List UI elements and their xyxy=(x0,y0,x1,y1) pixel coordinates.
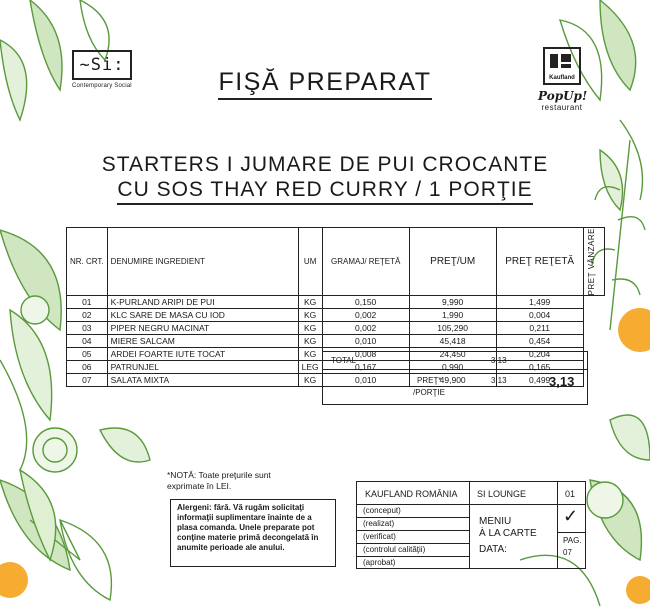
dish-title-line2: CU SOS THAY RED CURRY / 1 PORŢIE xyxy=(117,177,532,205)
ingredient-um: KG xyxy=(298,374,322,387)
ingredient-um: KG xyxy=(298,322,322,335)
ingredient-price-recipe: 0,165 xyxy=(496,361,583,374)
ingredient-name: ARDEI FOARTE IUTE TOCAT xyxy=(107,348,298,361)
ingredient-um: LEG xyxy=(298,361,322,374)
si-logo-mark: ~Si: xyxy=(72,50,132,80)
col-gramaj: GRAMAJ/ REŢETĂ xyxy=(322,228,409,296)
ingredient-name: SALATA MIXTA xyxy=(107,374,298,387)
portion-label-1: PREŢ* xyxy=(417,376,442,385)
ingredient-um: KG xyxy=(298,296,322,309)
si-logo-subtitle: Contemporary Social xyxy=(72,83,132,89)
col-pret-reteta: PREŢ REŢETĂ xyxy=(496,228,583,296)
ingredient-price-um: 105,290 xyxy=(409,322,496,335)
table-row xyxy=(67,335,605,348)
total-value: 3,13 xyxy=(491,356,507,365)
stamp-lounge: SI LOUNGE xyxy=(477,489,527,499)
ingredient-gramaj: 0,010 xyxy=(322,374,409,387)
ingredient-gramaj: 0,010 xyxy=(322,335,409,348)
ingredient-price-recipe: 0,499 xyxy=(496,374,583,387)
stamp-pag-label: PAG. xyxy=(563,536,582,545)
dish-title xyxy=(0,152,650,205)
stamp-step: (conceput) xyxy=(363,506,401,515)
sale-price-label: PREŢ VÂNZARE xyxy=(586,228,596,296)
ingredient-nr: 03 xyxy=(67,322,108,335)
portion-value: 3,13 xyxy=(491,376,507,385)
ingredient-nr: 04 xyxy=(67,335,108,348)
ingredient-price-um: 9,990 xyxy=(409,296,496,309)
ingredient-price-um: 45,418 xyxy=(409,335,496,348)
ingredient-price-recipe: 0,204 xyxy=(496,348,583,361)
stamp-number: 01 xyxy=(565,489,576,499)
ingredient-nr: 07 xyxy=(67,374,108,387)
dish-title-line1: STARTERS I JUMARE DE PUI CROCANTE xyxy=(101,153,549,176)
sale-price-column xyxy=(583,228,604,296)
stamp-steps xyxy=(357,505,469,569)
ingredient-gramaj: 0,008 xyxy=(322,348,409,361)
stamp-data: DATA: xyxy=(479,544,507,555)
ingredient-price-um: 24,450 xyxy=(409,348,496,361)
ingredient-gramaj: 0,150 xyxy=(322,296,409,309)
checkmark-icon: ✓ xyxy=(563,506,579,526)
table-row xyxy=(67,322,605,335)
ingredient-um: KG xyxy=(298,335,322,348)
ingredient-price-recipe: 0,454 xyxy=(496,335,583,348)
col-nr: NR. CRT. xyxy=(67,228,108,296)
page-title xyxy=(0,68,650,97)
ingredient-price-um: 0,990 xyxy=(409,361,496,374)
ingredient-nr: 05 xyxy=(67,348,108,361)
ingredient-price-um: 49,900 xyxy=(409,374,496,387)
ingredient-name: MIERE SALCAM xyxy=(107,335,298,348)
stamp-step: (verificat) xyxy=(357,530,469,543)
approval-stamp xyxy=(356,481,586,569)
ingredient-price-recipe: 0,211 xyxy=(496,322,583,335)
col-name: DENUMIRE INGREDIENT xyxy=(107,228,298,296)
ingredient-name: KLC SARE DE MASA CU IOD xyxy=(107,309,298,322)
stamp-menu: MENIU xyxy=(479,516,512,527)
kaufland-logo-text: Kaufland xyxy=(549,75,575,81)
col-pret-um: PREŢ/UM xyxy=(409,228,496,296)
stamp-pag-value: 07 xyxy=(563,548,572,557)
page-title-text: FIŞĂ PREPARAT xyxy=(218,68,431,100)
stamp-company: KAUFLAND ROMÂNIA xyxy=(365,489,458,499)
stamp-carte: À LA CARTE xyxy=(479,528,537,539)
ingredient-gramaj: 0,002 xyxy=(322,309,409,322)
col-um: UM xyxy=(298,228,322,296)
stamp-step: (aprobat) xyxy=(357,556,469,569)
popup-logo-text: PopUp! xyxy=(538,89,588,103)
restaurant-logo-text: restaurant xyxy=(541,103,583,112)
sale-price-value: 3,13 xyxy=(549,374,575,389)
ingredient-name: K-PURLAND ARIPI DE PUI xyxy=(107,296,298,309)
ingredient-nr: 01 xyxy=(67,296,108,309)
portion-label-2: /PORŢIE xyxy=(413,388,446,397)
ingredient-price-recipe: 0,004 xyxy=(496,309,583,322)
stamp-step: (realizat) xyxy=(357,517,469,530)
table-row xyxy=(67,296,605,309)
ingredient-gramaj: 0,002 xyxy=(322,322,409,335)
ingredient-price-recipe: 1,499 xyxy=(496,296,583,309)
ingredient-name: PATRUNJEL xyxy=(107,361,298,374)
ingredient-um: KG xyxy=(298,348,322,361)
ingredient-nr: 06 xyxy=(67,361,108,374)
total-label: TOTAL xyxy=(331,356,357,365)
stamp-step: (controlul calităţii) xyxy=(357,543,469,556)
ingredient-nr: 02 xyxy=(67,309,108,322)
ingredient-um: KG xyxy=(298,309,322,322)
table-row xyxy=(67,309,605,322)
price-note: *NOTĂ: Toate preţurile sunt exprimate în LEI. xyxy=(167,470,271,491)
ingredient-gramaj: 0,167 xyxy=(322,361,409,374)
totals-box xyxy=(322,351,588,405)
table-header-row xyxy=(67,228,605,296)
ingredient-price-um: 1,990 xyxy=(409,309,496,322)
ingredient-name: PIPER NEGRU MACINAT xyxy=(107,322,298,335)
allergens-box: Alergeni: fără. Vă rugăm solicitaţi informaţii suplimentare înainte de a plasa comanda. Unele preparate pot conţine materie primă decongelată în anumite perioade ale anului. xyxy=(170,499,336,567)
